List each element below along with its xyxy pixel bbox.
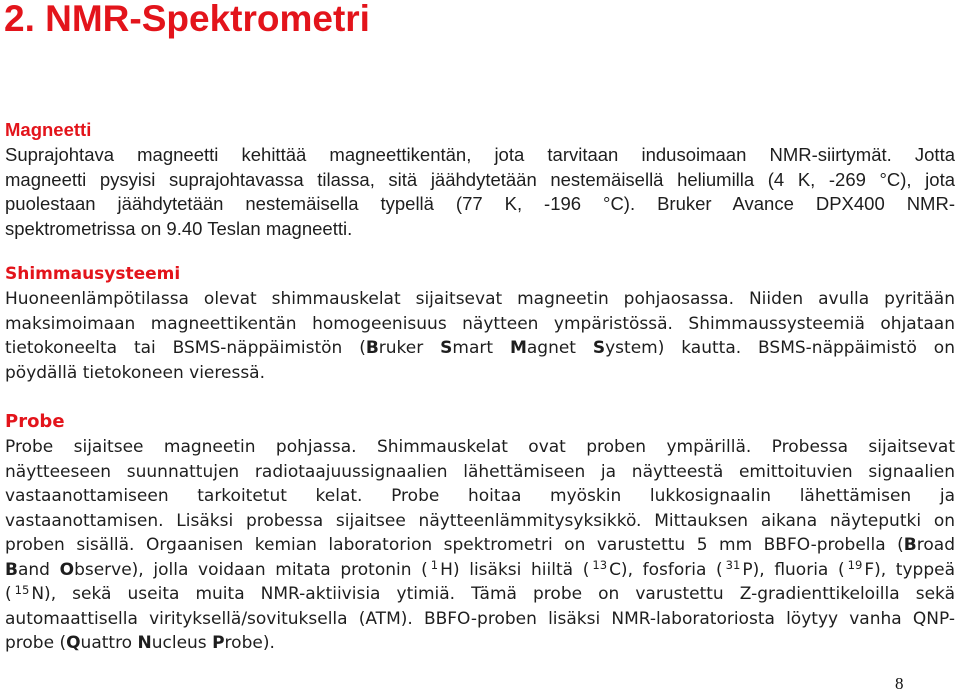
text-run: mart <box>452 338 510 358</box>
superscript: 15 <box>14 582 30 597</box>
text-line <box>5 484 955 509</box>
text-run: Probe sijaitsee magneetin pohjassa. Shimmauskelat ovat proben ympärillä. Probessa sijaitsevat <box>5 437 955 457</box>
section-heading: Magneetti <box>5 119 92 140</box>
text-run: P), fluoria ( <box>742 559 845 580</box>
text-run: näytteeseen suunnattujen radiotaajuussignaalien lähettämiseen ja näytteestä emittoituvien signaalien <box>5 461 955 482</box>
text-line <box>5 361 955 386</box>
text-line <box>5 533 955 558</box>
text-run: automaattisella virityksellä/sovituksella (ATM). BBFO-proben lisäksi NMR-laboratoriosta löytyy vanha QNP- <box>5 608 955 629</box>
text-run: puolestaan jäähdytetään nestemäisella typellä (77 K, -196 °C). Bruker Avance DPX400 NMR- <box>5 193 955 214</box>
text-run: tietokoneelta tai BSMS-näppäimistön ( <box>5 338 366 358</box>
bold-initial: P <box>212 633 225 653</box>
text-line <box>5 143 955 168</box>
superscript: 1 <box>430 558 439 573</box>
bold-initial: B <box>5 559 18 580</box>
bold-initial: B <box>365 338 379 358</box>
superscript: 31 <box>725 558 741 573</box>
text-line <box>5 631 955 656</box>
text-run: ( <box>5 584 12 604</box>
text-run: road <box>916 535 955 555</box>
bold-initial: N <box>137 633 152 653</box>
text-line <box>5 558 955 583</box>
text-line <box>5 217 955 242</box>
page-title: 2. NMR-Spektrometri <box>4 0 370 39</box>
text-run: vastaanottamisen. Lisäksi probessa sijaitsee näytteenlämmitysyksikkö. Mittauksen aikana näyteputki on <box>5 510 955 531</box>
section-paragraph <box>5 287 955 385</box>
text-run: Suprajohtava magneetti kehittää magneettikentän, jota tarvitaan indusoimaan NMR-siirtymät. Jotta <box>5 144 955 165</box>
text-run: uattro <box>80 633 138 653</box>
bold-initial: M <box>509 338 527 358</box>
text-line <box>5 582 955 607</box>
text-run: vastaanottamiseen tarkoitetut kelat. Probe hoitaa myöskin lukkosignaalin lähettämisen ja <box>5 486 955 506</box>
text-run: F), typpeä <box>864 559 955 580</box>
text-run: ruker <box>378 338 441 358</box>
superscript: 13 <box>592 558 608 573</box>
text-run: ucleus <box>151 633 213 653</box>
bold-initial: B <box>903 535 917 555</box>
superscript: 19 <box>847 558 863 573</box>
text-run: maksimoimaan magneettikentän homogeenisuus näytteen ympäristössä. Shimmaussysteemiä ohjataan <box>5 313 955 334</box>
text-run: pöydällä tietokoneen vieressä. <box>5 362 266 383</box>
text-run: bserve), jolla voidaan mitata protonin ( <box>74 559 428 580</box>
text-line <box>5 336 955 361</box>
bold-initial: Q <box>66 633 81 653</box>
text-line <box>5 607 955 632</box>
text-line <box>5 168 955 193</box>
section-heading: Probe <box>5 411 65 432</box>
text-run: N), sekä useita muita NMR-aktiivisia ytimiä. Tämä probe on varustettu Z-gradienttikeloilla sekä <box>31 584 955 604</box>
bold-initial: S <box>592 338 606 358</box>
text-line <box>5 312 955 337</box>
bold-initial: S <box>440 338 453 358</box>
section-paragraph <box>5 143 955 241</box>
text-line <box>5 287 955 312</box>
text-run: H) lisäksi hiiltä ( <box>440 559 590 580</box>
section-paragraph <box>5 435 955 656</box>
text-run: proben sisällä. Orgaanisen kemian laboratorion spektrometri on varustettu 5 mm BBFO-probella ( <box>5 535 904 555</box>
text-line <box>5 460 955 485</box>
text-run: agnet <box>526 338 593 358</box>
text-run: C), fosforia ( <box>609 559 723 580</box>
text-run: ystem) kautta. BSMS-näppäimistö on <box>605 338 955 358</box>
text-line <box>5 509 955 534</box>
text-run: probe ( <box>5 633 67 653</box>
text-run: and <box>17 559 60 580</box>
bold-initial: O <box>59 559 75 580</box>
text-run: spektrometrissa on 9.40 Teslan magneetti. <box>5 217 353 239</box>
text-run: robe). <box>224 633 275 653</box>
text-run: Huoneenlämpötilassa olevat shimmauskelat sijaitsevat magneetin pohjaosassa. Niiden avulla pyritään <box>5 289 955 309</box>
text-line <box>5 192 955 217</box>
page-number: 8 <box>895 674 904 693</box>
text-line <box>5 435 955 460</box>
section-heading: Shimmausysteemi <box>5 264 181 284</box>
text-run: magneetti pysyisi suprajohtavassa tilassa, sitä jäähdytetään nestemäisellä heliumilla (4 K, -269 °C), jota <box>5 168 955 190</box>
